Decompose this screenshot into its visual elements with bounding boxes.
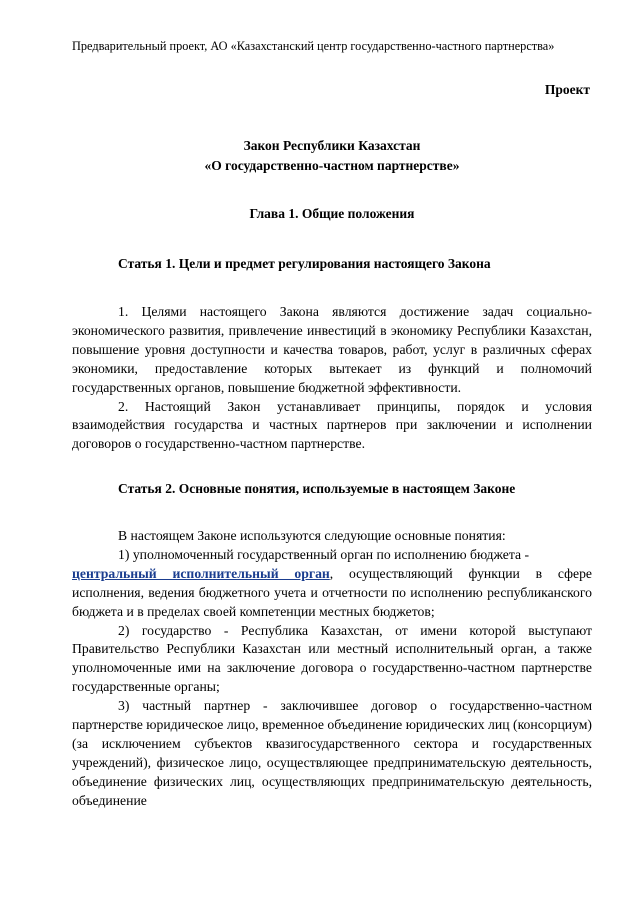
article1-paragraph-2: 2. Настоящий Закон устанавливает принципы, порядок и условия взаимодействия государства и частных партнеров при заключении и исполнении договоров о государственно-частном партнерстве. xyxy=(72,398,592,452)
item1-text-before: 1) уполномоченный государственный орган по исполнению бюджета - xyxy=(118,546,530,562)
chapter-title: Глава 1. Общие положения xyxy=(249,206,415,221)
item1-text-after: , осуществляющий функции в сфере исполнения, ведения бюджетного учета и отчетности по исполнению республиканского бюджета и в пределах своей компетенции местных бюджетов; xyxy=(72,565,592,619)
project-label: Проект xyxy=(544,82,590,97)
header-note: Предварительный проект, АО «Казахстанский центр государственно-частного партнерства» xyxy=(72,39,555,53)
article1-title: Статья 1. Цели и предмет регулирования настоящего Закона xyxy=(118,256,491,271)
article2-item-1 xyxy=(72,546,592,622)
law-title-line1: Закон Республики Казахстан xyxy=(243,138,421,153)
article2-item-3: 3) частный партнер - заключившее договор о государственно-частном партнерстве юридическое лицо, временное объединение юридических лиц (консорциум) (за исключением субъектов квазигосударственного сектора и государственных учреждений), физическое лицо, осуществляющее предпринимательскую деятельность, объединение физических лиц, осуществляющих предпринимательскую деятельность, объединение xyxy=(72,698,592,808)
central-executive-body-link[interactable]: центральный исполнительный орган xyxy=(72,565,330,581)
article1-paragraph-1: 1. Целями настоящего Закона являются достижение задач социально-экономического развития, привлечение инвестиций в экономику Республики Казахстан, повышение уровня доступности и качества товаров, работ, услуг в различных сферах экономики, предоставление которых вытекает из функций и полномочий государственных органов, повышение бюджетной эффективности. xyxy=(72,304,592,395)
article1-body xyxy=(72,303,592,454)
article2-body xyxy=(72,527,592,811)
article2-item-2: 2) государство - Республика Казахстан, от имени которой выступают Правительство Республики Казахстан или местный исполнительный орган, а также уполномоченные ими на заключение договора о государственно-частном партнерстве государственные органы; xyxy=(72,622,592,695)
law-title-line2: «О государственно-частном партнерстве» xyxy=(204,158,460,173)
article2-title: Статья 2. Основные понятия, используемые в настоящем Законе xyxy=(118,481,516,496)
article2-intro: В настоящем Законе используются следующие основные понятия: xyxy=(118,528,506,543)
